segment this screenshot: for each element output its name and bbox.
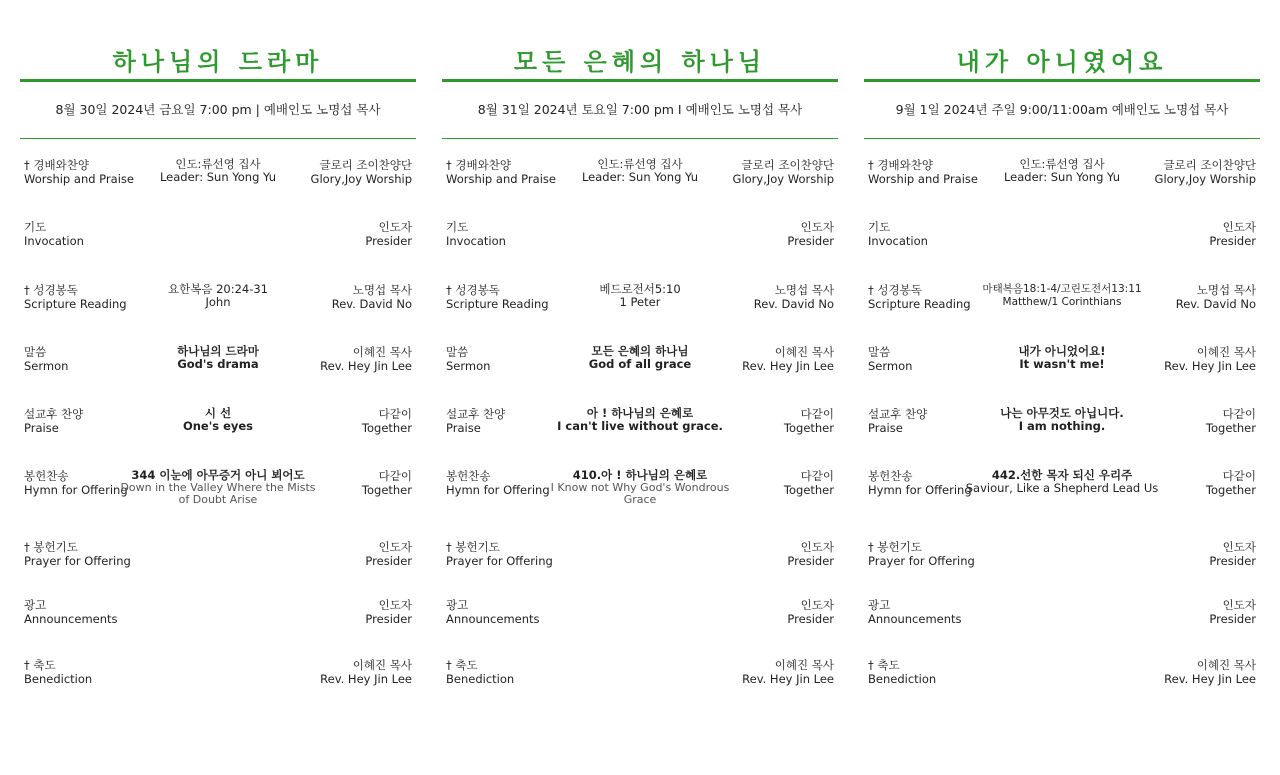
item-label-en: Hymn for Offering (868, 483, 972, 497)
service-item (446, 469, 834, 521)
item-label-en: Worship and Praise (446, 172, 556, 186)
item-label-en: Invocation (446, 234, 506, 248)
item-leader-en: Rev. Hey Jin Lee (320, 359, 412, 373)
header-divider (864, 138, 1260, 139)
item-leader-en: Rev. David No (1175, 297, 1256, 311)
item-label (24, 345, 68, 373)
service-item (868, 283, 1256, 335)
item-detail-en: Saviour, Like a Shepherd Lead Us (965, 481, 1159, 495)
item-detail-en: I can't live without grace. (557, 419, 723, 433)
item-leader (1209, 598, 1256, 626)
item-label (446, 469, 550, 497)
item-label-ko: 기도 (868, 220, 891, 234)
item-detail-ko: 인도:류선영 집사 (597, 157, 683, 171)
service-item (868, 407, 1256, 459)
item-label-en: Worship and Praise (24, 172, 134, 186)
item-label-en: Sermon (446, 359, 491, 373)
service-item (446, 407, 834, 459)
item-detail-ko: 나는 아무것도 아닙니다. (1000, 406, 1124, 420)
item-leader (362, 407, 412, 435)
item-label-en: Benediction (446, 672, 515, 686)
service-item (868, 158, 1256, 210)
service-item (868, 540, 1256, 592)
item-leader-ko: 인도자 (378, 220, 412, 234)
item-leader-ko: 이혜진 목사 (774, 345, 834, 359)
item-label-en: Hymn for Offering (446, 483, 550, 497)
item-leader-en: Rev. David No (331, 297, 412, 311)
item-label (446, 220, 506, 248)
item-leader (1164, 658, 1256, 686)
item-leader-en: Glory,Joy Worship (310, 172, 412, 186)
item-label (24, 407, 83, 435)
item-detail (958, 283, 1166, 309)
item-detail (958, 469, 1166, 495)
item-detail-en: God's drama (177, 357, 259, 371)
item-label (868, 540, 975, 568)
item-leader-en: Presider (787, 234, 834, 248)
item-leader-en: Rev. Hey Jin Lee (742, 672, 834, 686)
item-leader-ko: 인도자 (800, 598, 834, 612)
item-detail-en: John (205, 295, 231, 309)
item-label-ko: † 경배와찬양 (868, 158, 933, 172)
item-leader-en: Glory,Joy Worship (1154, 172, 1256, 186)
item-label-en: Sermon (868, 359, 913, 373)
service-item (446, 345, 834, 397)
item-detail (114, 469, 322, 506)
item-detail-en: God of all grace (588, 357, 692, 371)
item-leader-ko: 인도자 (800, 220, 834, 234)
item-detail-en: Leader: Sun Yong Yu (159, 170, 277, 184)
item-detail (958, 407, 1166, 433)
item-detail-ko: 410.아 ! 하나님의 은혜로 (572, 468, 708, 482)
item-detail (536, 345, 744, 371)
item-leader-en: Presider (787, 554, 834, 568)
item-label-ko: 기도 (446, 220, 469, 234)
item-detail (114, 407, 322, 433)
item-leader (365, 598, 412, 626)
item-leader (365, 540, 412, 568)
item-leader-en: Together (361, 421, 412, 435)
item-leader-ko: 노명섭 목사 (774, 283, 834, 297)
item-detail-ko: 344 이눈에 아무증거 아니 뵈어도 (131, 468, 305, 482)
item-label-ko: 봉헌찬송 (868, 469, 913, 483)
item-leader-en: Rev. Hey Jin Lee (1164, 672, 1256, 686)
item-label-ko: 광고 (446, 598, 469, 612)
item-detail (114, 345, 322, 371)
item-leader (362, 469, 412, 497)
item-leader-en: Presider (365, 234, 412, 248)
item-leader (787, 540, 834, 568)
service-item (24, 407, 412, 459)
item-detail (958, 158, 1166, 184)
service-item (868, 345, 1256, 397)
item-label (446, 540, 553, 568)
item-leader-ko: 이혜진 목사 (352, 345, 412, 359)
item-label-en: Scripture Reading (446, 297, 549, 311)
item-label-en: Praise (446, 421, 481, 435)
item-leader (1209, 220, 1256, 248)
item-leader (311, 158, 412, 186)
program-column (442, 0, 838, 775)
item-leader (742, 658, 834, 686)
item-detail-ko: 모든 은혜의 하나님 (591, 344, 689, 358)
item-leader (1164, 345, 1256, 373)
item-label-ko: 설교후 찬양 (446, 407, 506, 421)
item-detail (114, 283, 322, 309)
item-leader-en: Rev. Hey Jin Lee (320, 672, 412, 686)
item-label-en: Benediction (24, 672, 93, 686)
item-detail (114, 158, 322, 184)
item-detail-en: Leader: Sun Yong Yu (581, 170, 699, 184)
item-label-en: Sermon (24, 359, 69, 373)
item-leader-ko: 다같이 (1222, 469, 1256, 483)
item-label-en: Announcements (446, 612, 540, 626)
item-leader-ko: 다같이 (1222, 407, 1256, 421)
item-leader (320, 658, 412, 686)
item-leader-en: Glory,Joy Worship (732, 172, 834, 186)
item-label (868, 283, 971, 311)
item-detail (536, 469, 744, 506)
item-label-ko: † 성경봉독 (24, 283, 78, 297)
item-leader (742, 345, 834, 373)
item-label-ko: 설교후 찬양 (24, 407, 84, 421)
item-label (868, 469, 972, 497)
item-leader-ko: 이혜진 목사 (1196, 345, 1256, 359)
item-label (446, 345, 490, 373)
item-label-en: Prayer for Offering (24, 554, 131, 568)
item-leader-ko: 다같이 (800, 469, 834, 483)
item-label-ko: † 성경봉독 (446, 283, 500, 297)
item-leader-en: Together (783, 483, 834, 497)
item-detail-en: 1 Peter (619, 295, 661, 309)
service-item (24, 540, 412, 592)
item-leader-ko: 이혜진 목사 (352, 658, 412, 672)
program-column (20, 0, 416, 775)
item-leader-en: Presider (365, 612, 412, 626)
item-label-en: Worship and Praise (868, 172, 978, 186)
item-label-en: Announcements (868, 612, 962, 626)
header-divider (20, 138, 416, 139)
item-leader-en: Presider (365, 554, 412, 568)
service-item (24, 283, 412, 335)
item-label (24, 220, 84, 248)
item-leader (365, 220, 412, 248)
item-leader (787, 220, 834, 248)
item-detail (958, 345, 1166, 371)
item-leader-ko: 다같이 (800, 407, 834, 421)
item-leader (1206, 469, 1256, 497)
item-label (24, 658, 92, 686)
item-detail-ko: 아 ! 하나님의 은혜로 (586, 406, 694, 420)
service-item (446, 283, 834, 335)
item-leader (1155, 158, 1256, 186)
item-detail-en: I am nothing. (1018, 419, 1106, 433)
item-label-ko: † 축도 (446, 658, 478, 672)
service-datetime: 8월 31일 2024년 토요일 7:00 pm I 예배인도 노명섭 목사 (477, 102, 803, 117)
item-detail-ko: 요한복음 20:24-31 (167, 282, 268, 296)
item-leader-ko: 인도자 (1222, 598, 1256, 612)
item-label-en: Scripture Reading (24, 297, 127, 311)
item-leader-en: Rev. Hey Jin Lee (1164, 359, 1256, 373)
item-leader-en: Presider (1209, 554, 1256, 568)
item-label-en: Praise (24, 421, 59, 435)
item-leader (332, 283, 412, 311)
service-item (868, 598, 1256, 650)
item-detail-ko: 시 선 (204, 406, 232, 420)
item-label-ko: 말씀 (24, 345, 47, 359)
item-label-ko: † 축도 (868, 658, 900, 672)
item-label-en: Invocation (868, 234, 928, 248)
title-divider (442, 79, 838, 82)
item-leader (784, 407, 834, 435)
service-item (446, 658, 834, 710)
item-leader-ko: 인도자 (378, 540, 412, 554)
item-leader (733, 158, 834, 186)
item-leader (1206, 407, 1256, 435)
item-detail-en: Matthew/1 Corinthians (1002, 296, 1122, 308)
item-label (24, 540, 131, 568)
item-label-en: Prayer for Offering (446, 554, 553, 568)
service-item (24, 220, 412, 272)
item-detail-ko: 인도:류선영 집사 (175, 157, 261, 171)
item-leader-ko: 이혜진 목사 (774, 658, 834, 672)
item-leader-ko: 이혜진 목사 (1196, 658, 1256, 672)
item-label (868, 658, 936, 686)
service-item (446, 540, 834, 592)
item-label-ko: † 축도 (24, 658, 56, 672)
item-leader-ko: 다같이 (378, 407, 412, 421)
item-detail (536, 158, 744, 184)
service-item (868, 220, 1256, 272)
item-leader (787, 598, 834, 626)
item-label-en: Scripture Reading (868, 297, 971, 311)
item-label-ko: † 경배와찬양 (24, 158, 89, 172)
item-label-ko: 기도 (24, 220, 47, 234)
service-item (24, 598, 412, 650)
item-label-ko: † 성경봉독 (868, 283, 922, 297)
item-leader-ko: 글로리 조이찬양단 (1163, 158, 1256, 172)
item-leader-ko: 노명섭 목사 (1196, 283, 1256, 297)
item-leader-ko: 인도자 (378, 598, 412, 612)
item-label-ko: 광고 (868, 598, 891, 612)
item-leader-ko: 글로리 조이찬양단 (741, 158, 834, 172)
item-label-en: Invocation (24, 234, 84, 248)
item-detail (536, 283, 744, 309)
service-item (24, 158, 412, 210)
item-leader-ko: 인도자 (800, 540, 834, 554)
item-label (446, 598, 540, 626)
service-item (446, 220, 834, 272)
column-title: 하나님의 드라마 (112, 48, 324, 76)
item-leader-en: Rev. Hey Jin Lee (742, 359, 834, 373)
item-label-ko: † 봉헌기도 (24, 540, 78, 554)
item-leader-en: Together (783, 421, 834, 435)
item-leader-en: Together (361, 483, 412, 497)
item-leader (1176, 283, 1256, 311)
item-detail-ko: 인도:류선영 집사 (1019, 157, 1105, 171)
service-item (446, 598, 834, 650)
service-item (24, 658, 412, 710)
item-label-ko: 말씀 (446, 345, 469, 359)
item-label (446, 658, 514, 686)
column-title: 내가 아니였어요 (956, 48, 1168, 76)
item-label-ko: 광고 (24, 598, 47, 612)
item-detail-ko: 442.선한 목자 되신 우리주 (991, 468, 1133, 482)
item-leader (784, 469, 834, 497)
item-label-ko: † 경배와찬양 (446, 158, 511, 172)
service-item (868, 658, 1256, 710)
item-leader-en: Presider (1209, 234, 1256, 248)
item-leader-ko: 다같이 (378, 469, 412, 483)
item-detail (536, 407, 744, 433)
item-label (868, 345, 912, 373)
service-datetime: 9월 1일 2024년 주일 9:00/11:00am 예배인도 노명섭 목사 (895, 102, 1229, 117)
item-label-ko: 말씀 (868, 345, 891, 359)
item-detail-en: Down in the Valley Where the Mists of Doubt Arise (120, 481, 316, 506)
item-label-en: Benediction (868, 672, 937, 686)
item-detail-en: Leader: Sun Yong Yu (1003, 170, 1121, 184)
item-leader-en: Rev. David No (753, 297, 834, 311)
item-label (868, 220, 928, 248)
column-title: 모든 은혜의 하나님 (513, 48, 767, 76)
item-label-ko: 봉헌찬송 (446, 469, 491, 483)
item-label-en: Praise (868, 421, 903, 435)
item-leader-en: Together (1205, 483, 1256, 497)
item-label-en: Hymn for Offering (24, 483, 128, 497)
item-label-ko: † 봉헌기도 (446, 540, 500, 554)
item-leader-ko: 글로리 조이찬양단 (319, 158, 412, 172)
item-label (24, 598, 118, 626)
title-divider (20, 79, 416, 82)
title-divider (864, 79, 1260, 82)
service-item (24, 469, 412, 521)
item-detail-ko: 내가 아니었어요! (1018, 344, 1106, 358)
service-datetime: 8월 30일 2024년 금요일 7:00 pm | 예배인도 노명섭 목사 (55, 102, 381, 117)
item-label (446, 283, 549, 311)
item-detail-en: I Know not Why God's Wondrous Grace (550, 481, 730, 506)
header-divider (442, 138, 838, 139)
item-label-ko: 봉헌찬송 (24, 469, 69, 483)
item-label-ko: 설교후 찬양 (868, 407, 928, 421)
item-label-en: Announcements (24, 612, 118, 626)
item-label (24, 469, 128, 497)
item-label (868, 407, 927, 435)
item-leader (754, 283, 834, 311)
item-leader-ko: 인도자 (1222, 540, 1256, 554)
item-detail-ko: 베드로전서5:10 (599, 282, 681, 296)
item-leader-ko: 인도자 (1222, 220, 1256, 234)
service-item (24, 345, 412, 397)
item-label (446, 407, 505, 435)
item-label (24, 283, 127, 311)
item-leader-en: Presider (787, 612, 834, 626)
item-label (868, 598, 962, 626)
item-detail-en: It wasn't me! (1019, 357, 1105, 371)
program-column (864, 0, 1260, 775)
item-detail-ko: 마태복음18:1-4/고린도전서13:11 (982, 283, 1142, 295)
item-leader-en: Presider (1209, 612, 1256, 626)
item-label-ko: † 봉헌기도 (868, 540, 922, 554)
item-leader-en: Together (1205, 421, 1256, 435)
item-leader (320, 345, 412, 373)
item-detail-ko: 하나님의 드라마 (177, 344, 259, 358)
service-item (446, 158, 834, 210)
item-label-en: Prayer for Offering (868, 554, 975, 568)
item-leader-ko: 노명섭 목사 (352, 283, 412, 297)
item-detail-en: One's eyes (182, 419, 254, 433)
item-leader (1209, 540, 1256, 568)
service-item (868, 469, 1256, 521)
